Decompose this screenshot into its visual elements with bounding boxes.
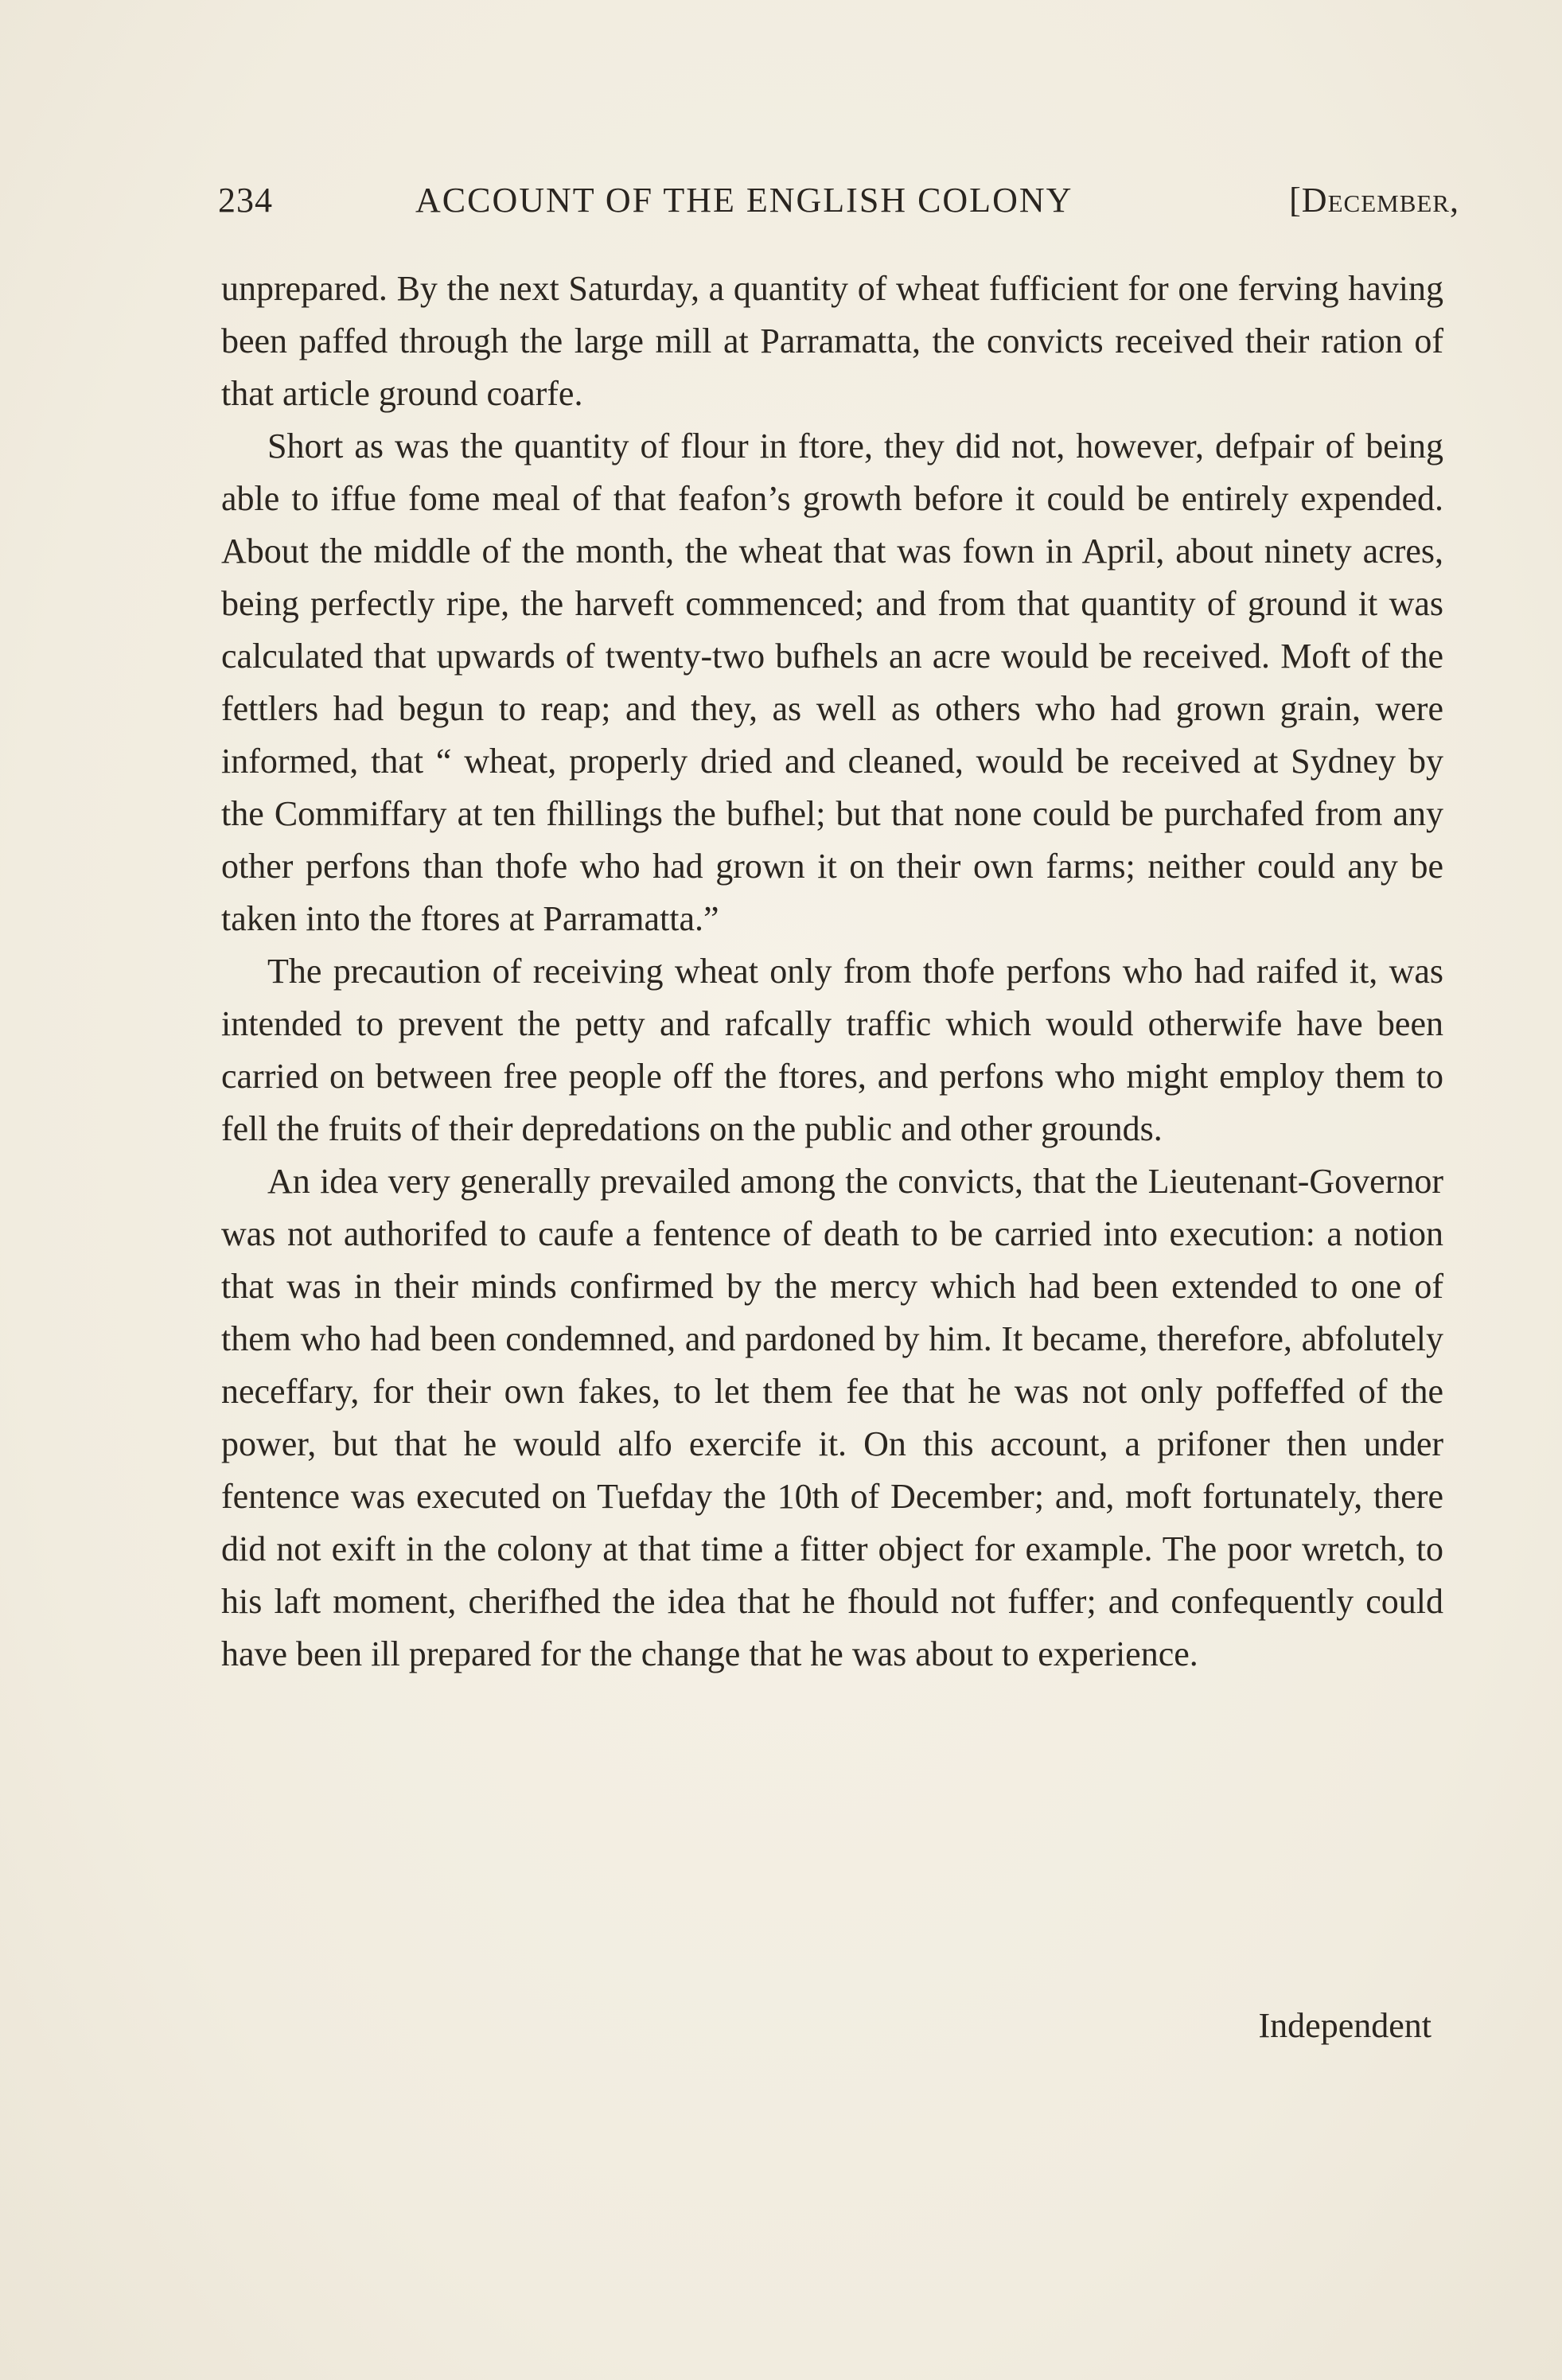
page-header bbox=[218, 180, 1459, 236]
section-month: [December, bbox=[1289, 181, 1459, 220]
paragraph-wheat-precaution: The precaution of receiving wheat only from thofe perfons who had raifed it, was intended to prevent the petty and rafcally traffic which would otherwife have been carried on between free people off the ftores, and perfons who might employ them to fell the fruits of their depredations on the public and other grounds. bbox=[221, 952, 1443, 1148]
catchword: Independent bbox=[1258, 2006, 1432, 2045]
paragraph-execution: An idea very generally prevailed among the convicts, that the Lieutenant-Governor was not authorifed to caufe a fentence of death to be carried into execution: a notion that was in their minds confirmed by the mercy which had been extended to one of them who had been condemned, and pardoned by him. It became, therefore, abfolutely neceffary, for their own fakes, to let them fee that he was not only poffeffed of the power, but that he would alfo exercife it. On this account, a prifoner then under fentence was executed on Tuefday the 10th of December; and, moft fortunately, there did not exift in the colony at that time a fitter object for example. The poor wretch, to his laft moment, cherifhed the idea that he fhould not fuffer; and confequently could have been ill prepared for the change that he was about to experience. bbox=[221, 1162, 1443, 1673]
body-text bbox=[221, 263, 1443, 1681]
page-number: 234 bbox=[218, 181, 273, 220]
running-title: ACCOUNT OF THE ENGLISH COLONY bbox=[415, 181, 1073, 220]
paragraph-continuation: unprepared. By the next Saturday, a quantity of wheat fufficient for one ferving having been paffed through the large mill at Parramatta, the convicts received their ration of that article ground coarfe. bbox=[221, 269, 1443, 413]
paragraph-flour-harvest: Short as was the quantity of flour in ftore, they did not, however, defpair of being able to iffue fome meal of that feafon’s growth before it could be entirely expended. About the middle of the month, the wheat that was fown in April, about ninety acres, being perfectly ripe, the harveft commenced; and from that quantity of ground it was calculated that upwards of twenty-two bufhels an acre would be received. Moft of the fettlers had begun to reap; and they, as well as others who had grown grain, were informed, that “ wheat, properly dried and cleaned, would be received at Sydney by the Commiffary at ten fhillings the bufhel; but that none could be purchafed from any other perfons than thofe who had grown it on their own farms; neither could any be taken into the ftores at Parramatta.” bbox=[221, 427, 1443, 938]
